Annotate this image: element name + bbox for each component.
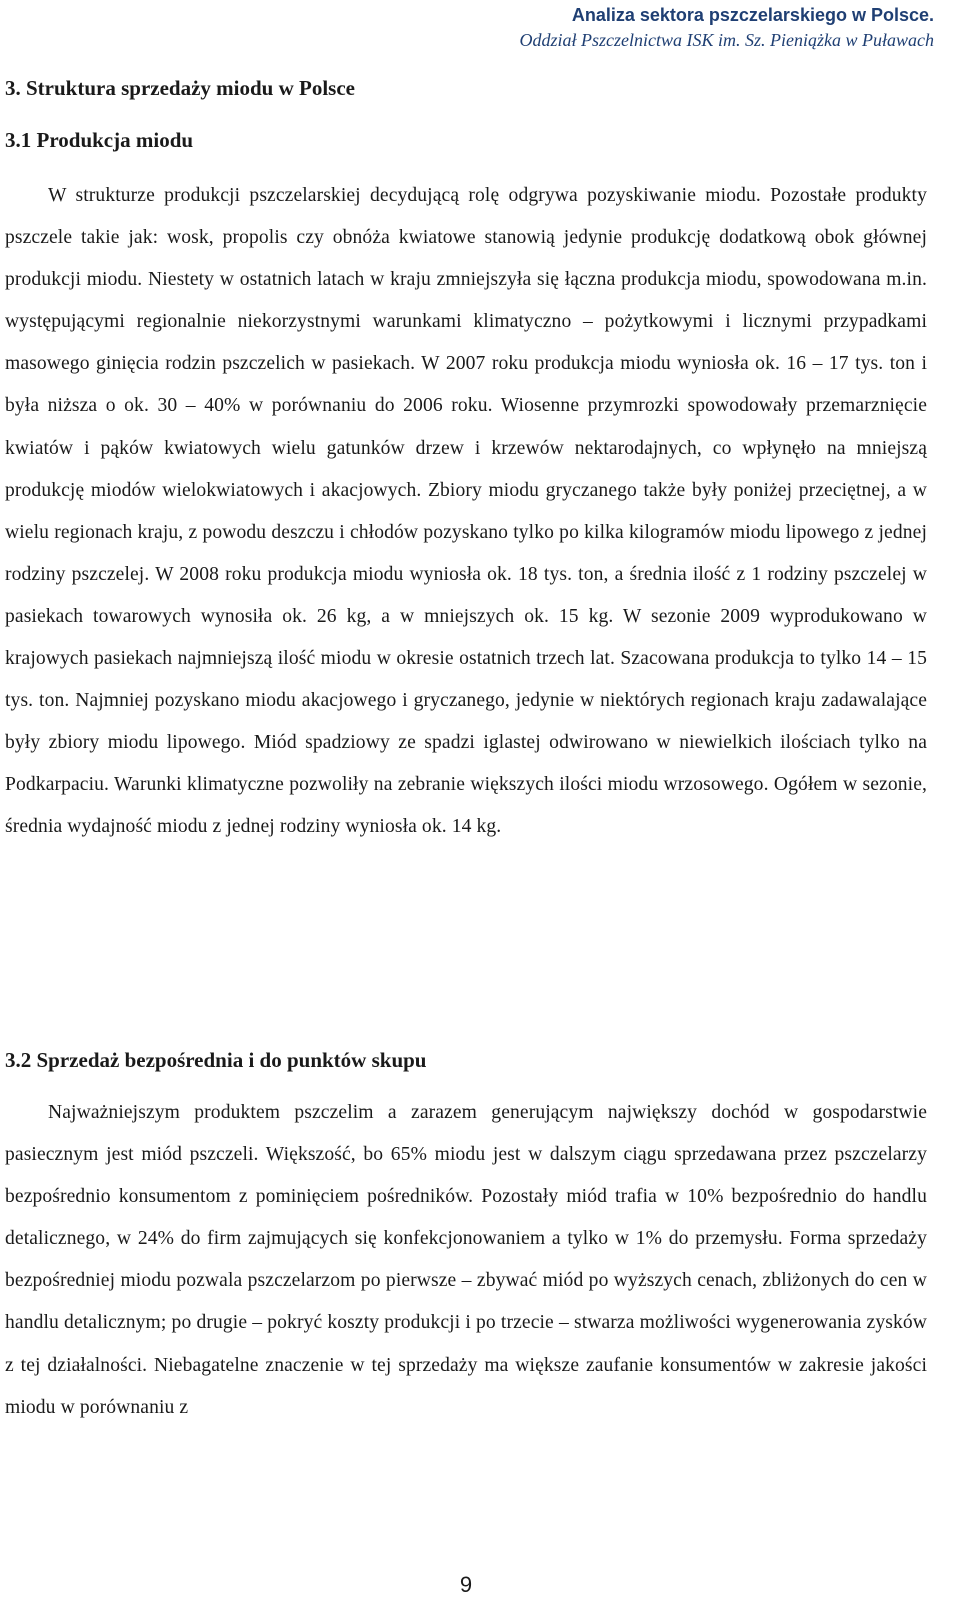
paragraph-direct-sales: [5, 1092, 927, 1429]
header-institution: Oddział Pszczelnictwa ISK im. Sz. Pieniążka w Puławach: [519, 30, 934, 50]
section-heading-3: 3. Struktura sprzedaży miodu w Polsce: [5, 76, 355, 100]
page-number: 9: [459, 1572, 473, 1597]
section-heading-3-1: 3.1 Produkcja miodu: [5, 128, 194, 152]
running-header: [520, 3, 934, 53]
section-heading-3-2: 3.2 Sprzedaż bezpośrednia i do punktów skupu: [5, 1048, 427, 1072]
paragraph-text: W strukturze produkcji pszczelarskiej decydującą rolę odgrywa pozyskiwanie miodu. Pozostałe produkty pszczele takie jak: wosk, propolis czy obnóża kwiatowe stanowią jedynie produkcję dodatkową obok głównej produkcji miodu. Niestety w ostatnich latach w kraju zmniejszyła się łączna produkcja miodu, spowodowana m.in. występującymi regionalnie niekorzystnymi warunkami klimatyczno – pożytkowymi i licznymi przypadkami masowego ginięcia rodzin pszczelich w pasiekach. W 2007 roku produkcja miodu wyniosła ok. 16 – 17 tys. ton i była niższa o ok. 30 – 40% w porównaniu do 2006 roku. Wiosenne przymrozki spowodowały przemarznięcie kwiatów i pąków kwiatowych wielu gatunków drzew i krzewów nektarodajnych, co wpłynęło na mniejszą produkcję miodów wielokwiatowych i akacjowych. Zbiory miodu gryczanego także były poniżej przeciętnej, a w wielu regionach kraju, z powodu deszczu i chłodów pozyskano tylko po kilka kilogramów miodu lipowego z jednej rodziny pszczelej. W 2008 roku produkcja miodu wyniosła ok. 18 tys. ton, a średnia ilość z 1 rodziny pszczelej w pasiekach towarowych wynosiła ok. 26 kg, a w mniejszych ok. 15 kg. W sezonie 2009 wyprodukowano w krajowych pasiekach najmniejszą ilość miodu w okresie ostatnich trzech lat. Szacowana produkcja to tylko 14 – 15 tys. ton. Najmniej pozyskano miodu akacjowego i gryczanego, jedynie w niektórych regionach kraju zadawalające były zbiory miodu lipowego. Miód spadziowy ze spadzi iglastej odwirowano w niewielkich ilościach tylko na Podkarpaciu. Warunki klimatyczne pozwoliły na zebranie większych ilości miodu wrzosowego. Ogółem w sezonie, średnia wydajność miodu z jednej rodziny wyniosła ok. 14 kg.: [5, 185, 927, 838]
header-title: Analiza sektora pszczelarskiego w Polsce.: [571, 5, 934, 25]
paragraph-honey-production: [5, 175, 927, 849]
paragraph-text: Najważniejszym produktem pszczelim a zarazem generującym największy dochód w gospodarstwie pasiecznym jest miód pszczeli. Większość, bo 65% miodu jest w dalszym ciągu sprzedawana przez pszczelarzy bezpośrednio konsumentom z pominięciem pośredników. Pozostały miód trafia w 10% bezpośrednio do handlu detalicznego, w 24% do firm zajmujących się konfekcjonowaniem a tylko w 1% do przemysłu. Forma sprzedaży bezpośredniej miodu pozwala pszczelarzom po pierwsze – zbywać miód po wyższych cenach, zbliżonych do cen w handlu detalicznym; po drugie – pokryć koszty produkcji i po trzecie – stwarza możliwości wygenerowania zysków z tej działalności. Niebagatelne znaczenie w tej sprzedaży ma większe zaufanie konsumentów w zakresie jakości miodu w porównaniu z: [5, 1102, 927, 1418]
